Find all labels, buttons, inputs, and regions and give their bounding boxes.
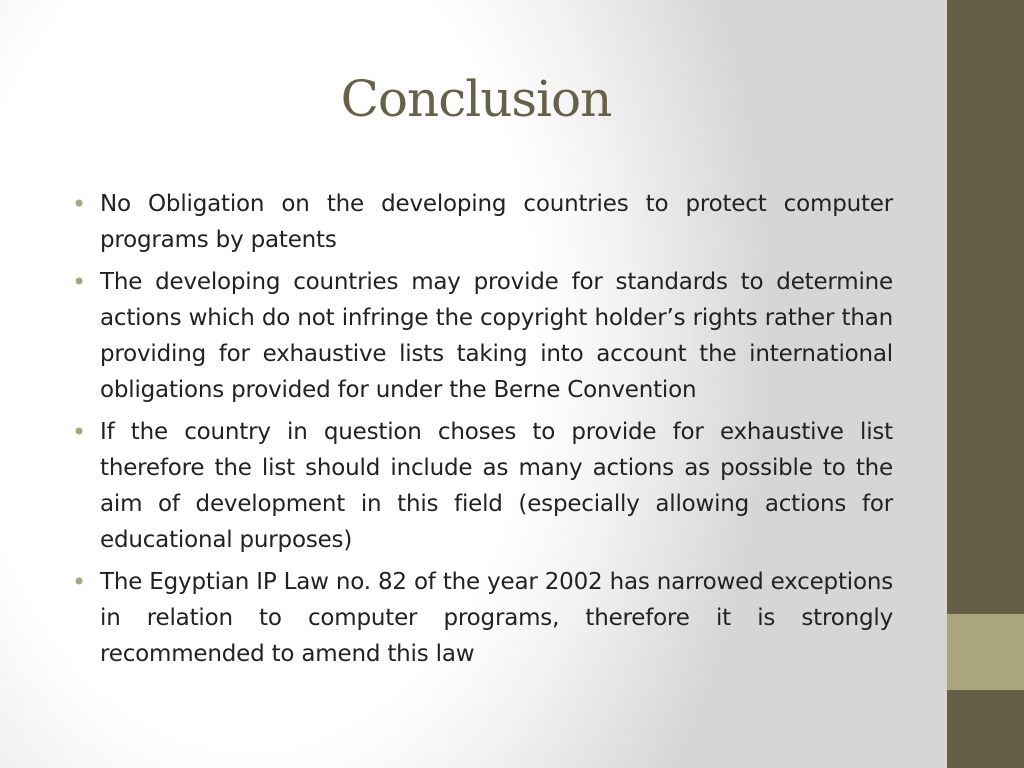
bullet-item bbox=[72, 414, 893, 558]
bullet-text: No Obligation on the developing countries to protect computer programs by patents bbox=[100, 191, 893, 253]
bullet-item bbox=[72, 264, 893, 408]
bullet-list bbox=[72, 186, 893, 678]
bullet-dot-icon: • bbox=[72, 568, 86, 596]
bullet-item bbox=[72, 186, 893, 258]
bullet-text: The Egyptian IP Law no. 82 of the year 2002 has narrowed exceptions in relation to computer programs, therefore it is strongly recommended to amend this law bbox=[100, 569, 893, 667]
side-bar-accent bbox=[947, 614, 1024, 690]
bullet-text: If the country in question choses to provide for exhaustive list therefore the list should include as many actions as possible to the aim of development in this field (especially allowing actions for educational purposes) bbox=[100, 419, 893, 553]
bullet-item bbox=[72, 564, 893, 672]
bullet-dot-icon: • bbox=[72, 418, 86, 446]
bullet-dot-icon: • bbox=[72, 268, 86, 296]
bullet-text: The developing countries may provide for standards to determine actions which do not infringe the copyright holder’s rights rather than providing for exhaustive lists taking into account the international obligations provided for under the Berne Convention bbox=[100, 269, 893, 403]
bullet-dot-icon: • bbox=[72, 190, 86, 218]
slide-title: Conclusion bbox=[340, 70, 612, 128]
